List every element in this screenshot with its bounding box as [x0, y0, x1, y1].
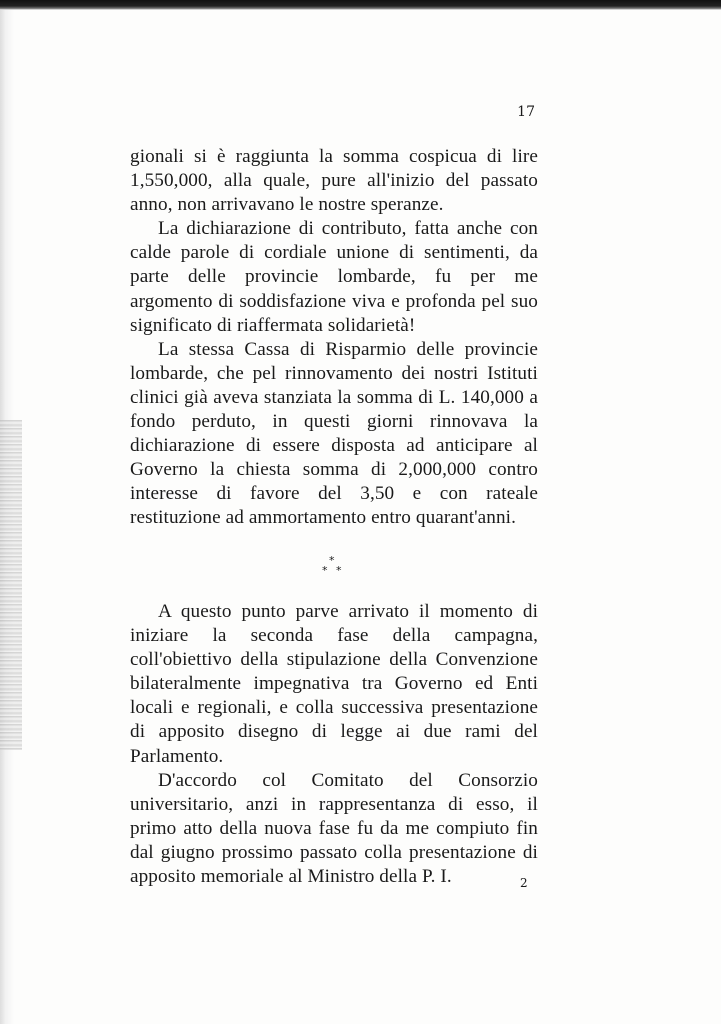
text-block-second — [130, 600, 538, 889]
paragraph-cassa-risparmio: La stessa Cassa di Risparmio delle provincie lombarde, che pel rinnovamento dei nostri Istituti clinici già aveva stanziata la somma di L. 140,000 a fondo perduto, in questi giorni rinnovava la dichiarazione di essere disposta ad anticipare al Governo la chiesta somma di 2,000,000 contro interesse di favore del 3,50 e con rateale restituzione ad ammortamento entro quarant'anni. — [130, 338, 538, 529]
paragraph-continuation: gionali si è raggiunta la somma cospicua di lire 1,550,000, alla quale, pure all'inizio del passato anno, non arrivavano le nostre speranze. — [130, 146, 538, 216]
text-block-first — [130, 145, 538, 531]
section-break-asterism — [316, 555, 352, 581]
asterism-star: * — [336, 564, 342, 577]
signature-mark: 2 — [520, 876, 528, 890]
paragraph-seconda-fase: A questo punto parve arrivato il momento di iniziare la seconda fase della campagna, coll'obiettivo della stipulazione della Convenzione bilateralmente impegnativa tra Governo ed Enti locali e regionali, e colla successiva presentazione di apposito disegno di legge ai due rami del Parlamento. — [130, 601, 538, 767]
paragraph-dichiarazione: La dichiarazione di contributo, fatta anche con calde parole di cordiale unione di sentimenti, da parte delle provincie lombarde, fu per me argomento di soddisfazione viva e profonda pel suo significato di riaffermata solidarietà! — [130, 218, 538, 336]
page-binding-shadow — [0, 420, 22, 750]
asterism-star: * — [329, 554, 335, 567]
page-top-edge-shadow — [0, 0, 721, 10]
page-number: 17 — [517, 104, 535, 120]
asterism-star: * — [322, 564, 328, 577]
paragraph-memoriale: D'accordo col Comitato del Consorzio universitario, anzi in rappresentanza di esso, il primo atto della nuova fase fu da me compiuto fin dal giugno prossimo passato colla presentazione di apposito memoriale al Ministro della P. I. — [130, 769, 538, 888]
